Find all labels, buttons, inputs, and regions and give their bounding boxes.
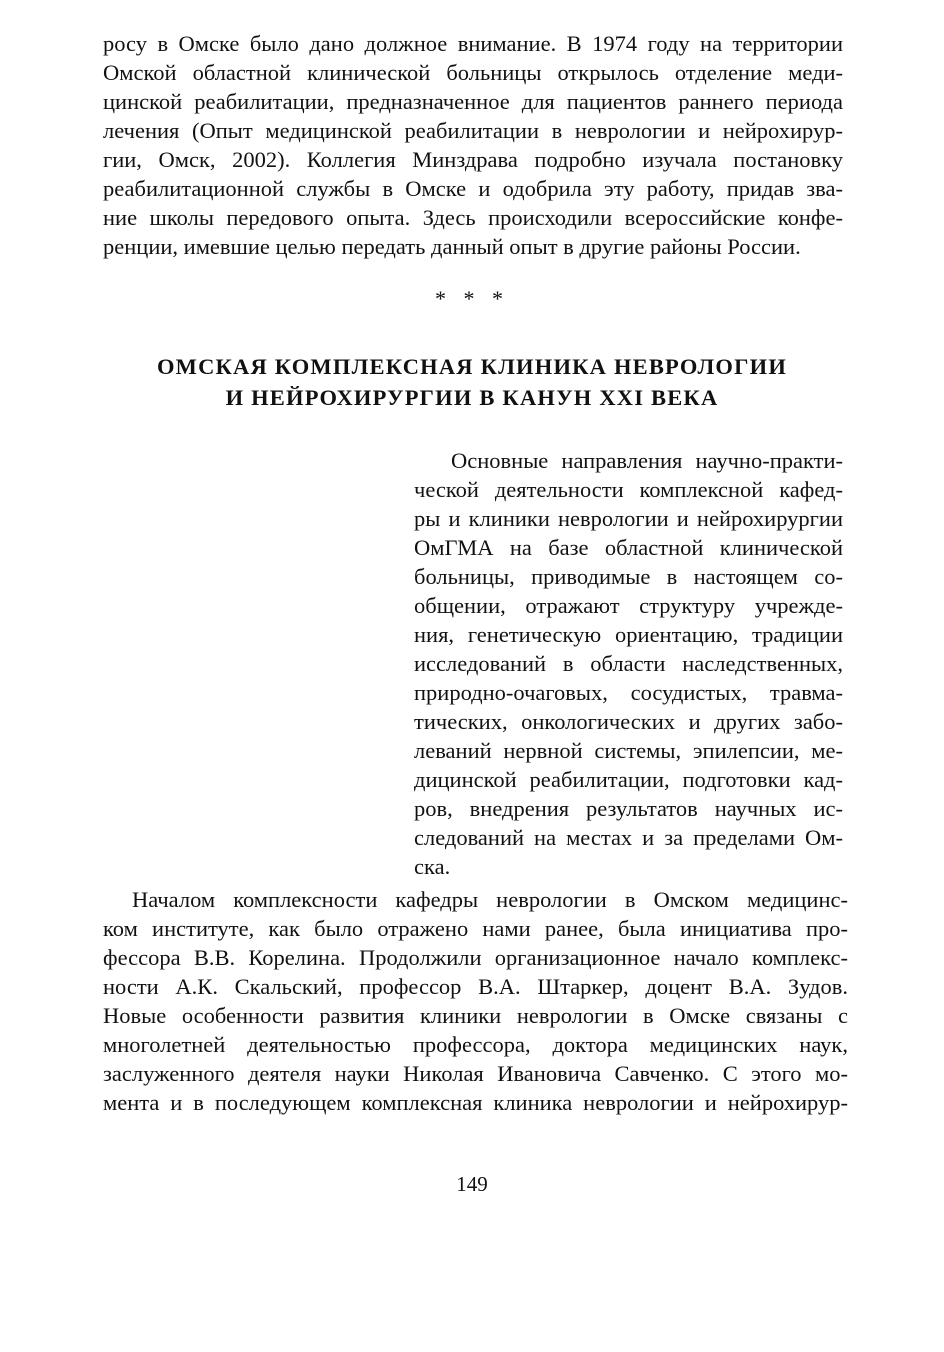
section-heading-line-2: И НЕЙРОХИРУРГИИ В КАНУН XXI ВЕКА <box>225 385 719 410</box>
body-line: Новые особенности развития клиники неврологии в Омске связаны с <box>103 1003 848 1028</box>
body-line: ком институте, как было отражено нами ранее, была инициатива про- <box>103 916 848 941</box>
intro-line: ние школы передового опыта. Здесь происходили всероссийские конфе- <box>103 205 843 230</box>
section-heading-line-1: ОМСКАЯ КОМПЛЕКСНАЯ КЛИНИКА НЕВРОЛОГИИ <box>156 354 788 379</box>
abstract-line: леваний нервной системы, эпилепсии, ме- <box>414 738 843 763</box>
intro-line: цинской реабилитации, предназначенное для пациентов раннего периода <box>103 89 843 114</box>
abstract-line: природно-очаговых, сосудистых, травма- <box>414 680 843 705</box>
body-line: мента и в последующем комплексная клиника неврологии и нейрохирур- <box>103 1090 848 1115</box>
intro-line: Омской областной клинической больницы открылось отделение меди- <box>103 60 843 85</box>
abstract-line: Основные направления научно-практи- <box>451 448 843 473</box>
body-line: ности А.К. Скальский, профессор В.А. Штаркер, доцент В.А. Зудов. <box>103 974 848 999</box>
body-line: фессора В.В. Корелина. Продолжили организационное начало комплекс- <box>103 945 848 970</box>
abstract-line: ска. <box>414 854 451 879</box>
intro-line: лечения (Опыт медицинской реабилитации в неврологии и нейрохирур- <box>103 118 843 143</box>
abstract-line: ния, генетическую ориентацию, традиции <box>414 622 843 647</box>
body-line: многолетней деятельностью профессора, доктора медицинских наук, <box>103 1032 848 1057</box>
abstract-line: ческой деятельности комплексной кафед- <box>414 477 843 502</box>
intro-line: ренции, имевшие целью передать данный опыт в другие районы России. <box>103 234 801 259</box>
section-separator: * * * <box>435 286 509 311</box>
abstract-line: ОмГМА на базе областной клинической <box>414 535 843 560</box>
abstract-line: общении, отражают структуру учрежде- <box>414 593 843 618</box>
page-number: 149 <box>456 1172 488 1196</box>
abstract-line: следований на местах и за пределами Ом- <box>414 825 843 850</box>
abstract-line: дицинской реабилитации, подготовки кад- <box>414 767 843 792</box>
abstract-line: ров, внедрения результатов научных ис- <box>414 796 843 821</box>
abstract-line: исследований в области наследственных, <box>414 651 843 676</box>
abstract-line: ры и клиники неврологии и нейрохирургии <box>414 506 843 531</box>
intro-line: гии, Омск, 2002). Коллегия Минздрава подробно изучала постановку <box>103 147 843 172</box>
abstract-line: больницы, приводимые в настоящем со- <box>414 564 843 589</box>
abstract-line: тических, онкологических и других забо- <box>414 709 843 734</box>
intro-line: реабилитационной службы в Омске и одобрила эту работу, придав зва- <box>103 176 843 201</box>
body-line: заслуженного деятеля науки Николая Ивановича Савченко. С этого мо- <box>103 1061 848 1086</box>
body-line: Началом комплексности кафедры неврологии в Омском медицинс- <box>132 887 848 912</box>
intro-line: росу в Омске было дано должное внимание. В 1974 году на территории <box>103 31 843 56</box>
